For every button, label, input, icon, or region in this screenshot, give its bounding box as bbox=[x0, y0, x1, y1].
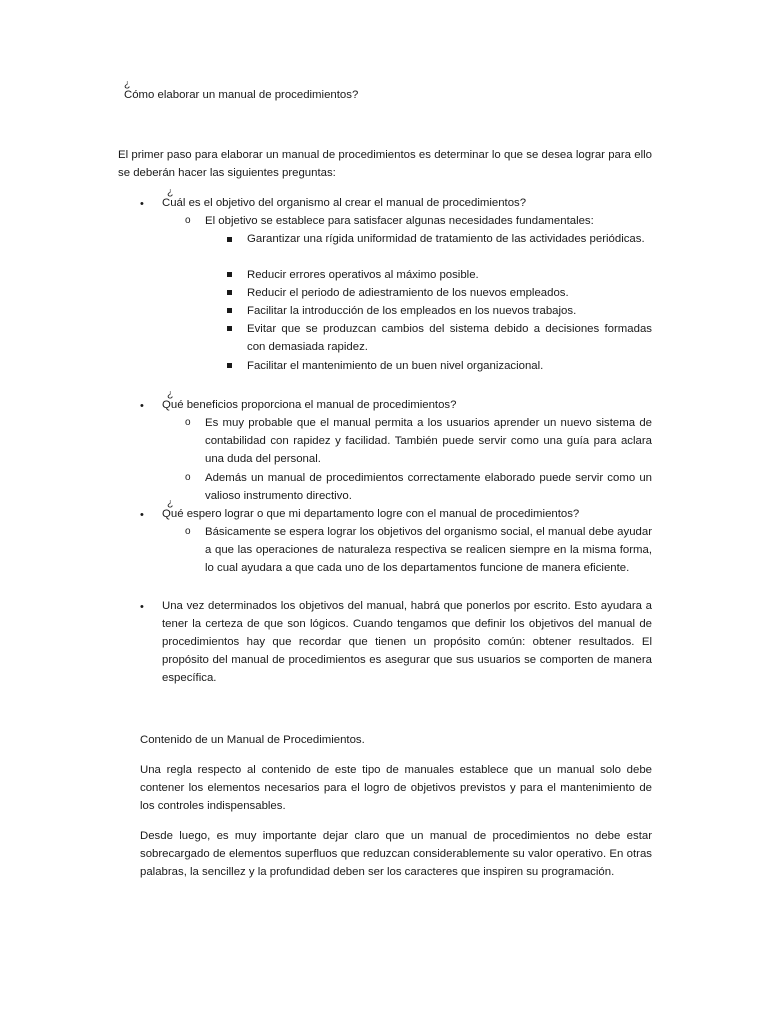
section-paragraph-1: Una regla respecto al contenido de este tipo de manuales establece que un manual solo debe contener los elementos necesarios para el logro de objetivos previstos y para el mantenimiento de los controles indispensables. bbox=[140, 764, 652, 812]
objective-item: Reducir errores operativos al máximo posible. bbox=[247, 269, 479, 281]
bullet-icon: • bbox=[140, 400, 144, 412]
inverted-question-mark: ¿ bbox=[167, 186, 174, 198]
objective-item: Facilitar la introducción de los empleados en los nuevos trabajos. bbox=[247, 305, 577, 317]
objective-item: Garantizar una rígida uniformidad de tratamiento de las actividades periódicas. bbox=[247, 233, 645, 245]
circle-bullet-icon: o bbox=[185, 526, 191, 537]
bullet-icon: • bbox=[140, 509, 144, 521]
square-bullet-icon bbox=[227, 272, 232, 277]
circle-bullet-icon: o bbox=[185, 417, 191, 428]
intro-paragraph: El primer paso para elaborar un manual de procedimientos es determinar lo que se desea lograr para ello se deberán hacer las siguientes preguntas: bbox=[118, 149, 652, 179]
document-heading: Cómo elaborar un manual de procedimientos? bbox=[124, 89, 359, 101]
circle-bullet-icon: o bbox=[185, 472, 191, 483]
inverted-question-mark: ¿ bbox=[124, 78, 131, 90]
section-heading: Contenido de un Manual de Procedimientos. bbox=[140, 734, 365, 746]
square-bullet-icon bbox=[227, 290, 232, 295]
question-2-sub: Es muy probable que el manual permita a los usuarios aprender un nuevo sistema de contabilidad con rapidez y facilidad. También puede servir como una guía para aclara una duda del personal. bbox=[205, 417, 652, 465]
objective-item: Evitar que se produzcan cambios del sistema debido a decisiones formadas con demasiada rapidez. bbox=[247, 323, 652, 353]
question-2-sub: Además un manual de procedimientos correctamente elaborado puede servir como un valioso instrumento directivo. bbox=[205, 472, 652, 502]
square-bullet-icon bbox=[227, 237, 232, 242]
square-bullet-icon bbox=[227, 308, 232, 313]
circle-bullet-icon: o bbox=[185, 215, 191, 226]
question-1: Cuál es el objetivo del organismo al crear el manual de procedimientos? bbox=[162, 197, 527, 209]
objective-item: Facilitar el mantenimiento de un buen nivel organizacional. bbox=[247, 360, 544, 372]
objective-item: Reducir el periodo de adiestramiento de los nuevos empleados. bbox=[247, 287, 569, 299]
section-paragraph-2: Desde luego, es muy importante dejar claro que un manual de procedimientos no debe estar sobrecargado de elementos superfluos que reduzcan considerablemente su valor operativo. En otras palabras, la sencillez y la profundidad deben ser los caracteres que inspiren su programación. bbox=[140, 830, 652, 878]
objectives-paragraph: Una vez determinados los objetivos del manual, habrá que ponerlos por escrito. Esto ayudara a tener la certeza de que son lógicos. Cuando tengamos que definir los objetivos del manual de procedimientos hay que recordar que tienen un propósito común: obtener resultados. El propósito del manual de procedimientos es asegurar que sus usuarios se comporten de manera específica. bbox=[162, 600, 652, 684]
question-3: Qué espero lograr o que mi departamento logre con el manual de procedimientos? bbox=[162, 508, 580, 520]
question-1-sub: El objetivo se establece para satisfacer algunas necesidades fundamentales: bbox=[205, 215, 594, 227]
question-3-sub: Básicamente se espera lograr los objetivos del organismo social, el manual debe ayudar a que las operaciones de naturaleza respectiva se realicen siempre en la misma forma, lo cual ayudara a que cada uno de los departamentos funcione de manera eficiente. bbox=[205, 526, 652, 574]
question-2: Qué beneficios proporciona el manual de procedimientos? bbox=[162, 399, 457, 411]
inverted-question-mark: ¿ bbox=[167, 388, 174, 400]
inverted-question-mark: ¿ bbox=[167, 497, 174, 509]
square-bullet-icon bbox=[227, 326, 232, 331]
bullet-icon: • bbox=[140, 198, 144, 210]
square-bullet-icon bbox=[227, 363, 232, 368]
bullet-icon: • bbox=[140, 601, 144, 613]
